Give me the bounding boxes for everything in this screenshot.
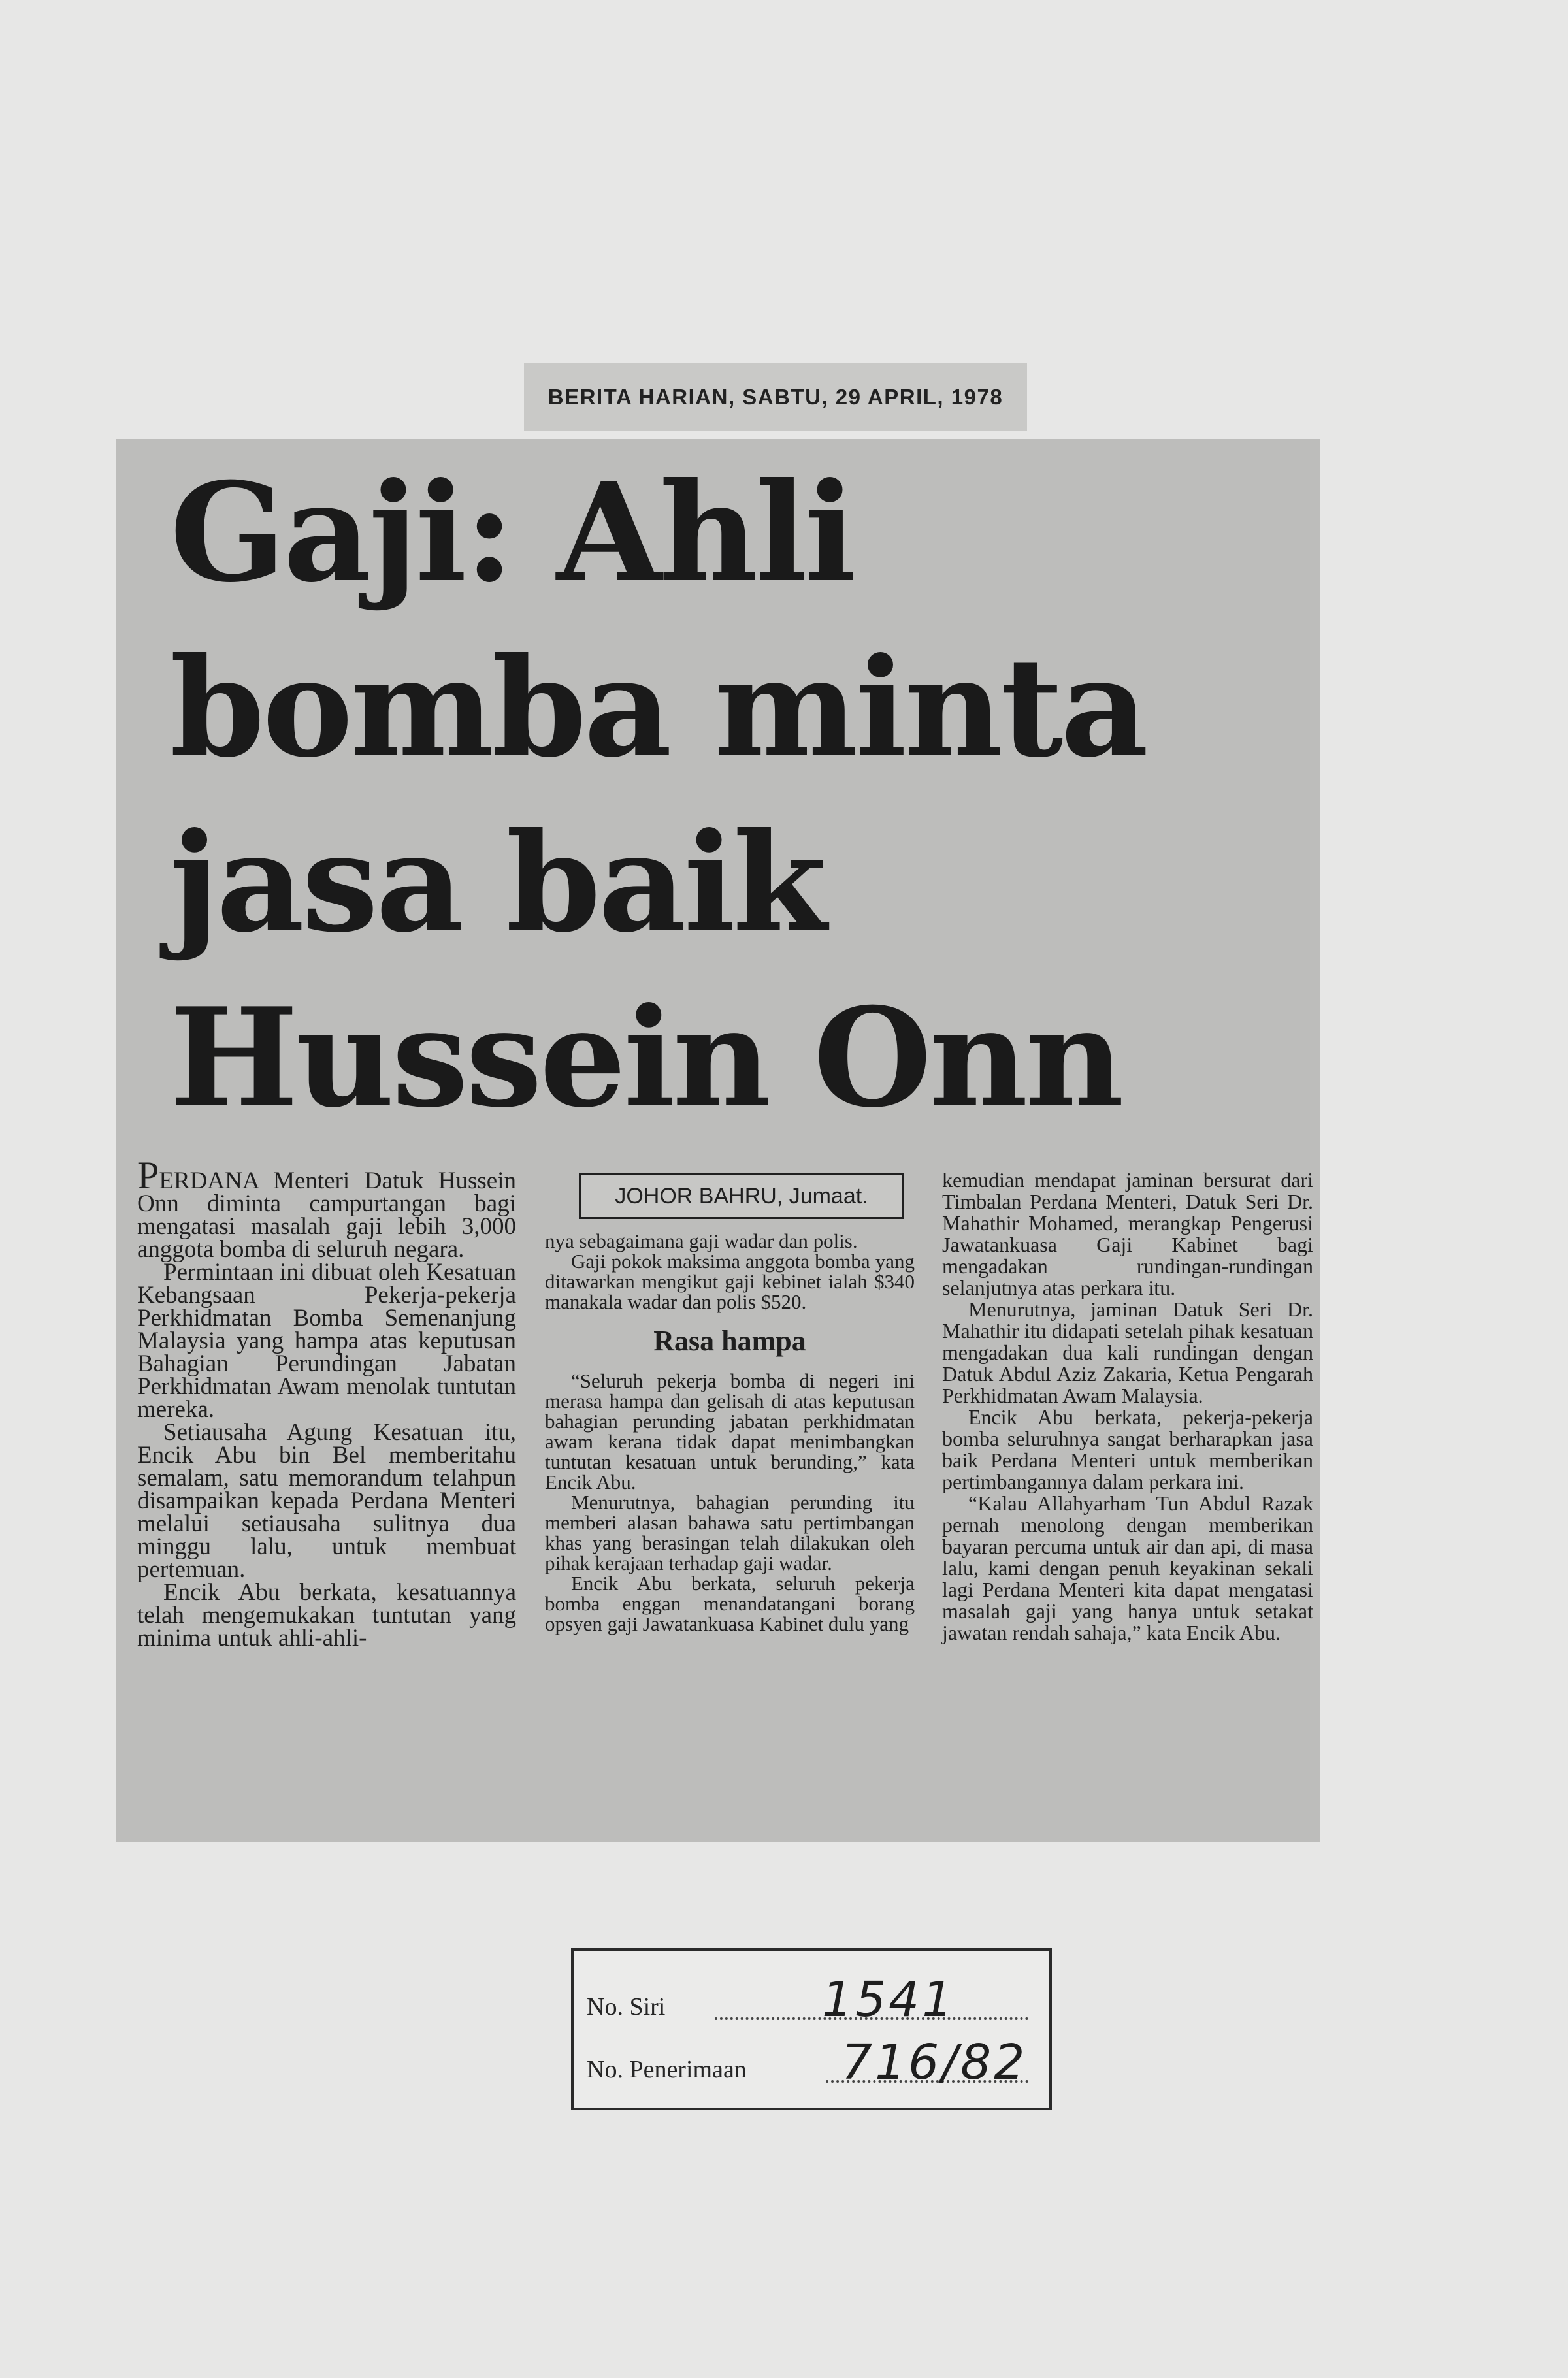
article-column-1 [137,1154,516,1652]
paragraph: kemudian mendapat jaminan bersurat dari Timbalan Perdana Menteri, Datuk Seri Dr. Mahathir Mohamed, merangkap Pengerusi Jawatankuasa Gaji Kabinet bagi mengadakan rundingan-rundingan selanjutnya atas perkara itu. [942,1168,1313,1299]
subheading: Rasa hampa [653,1325,806,1357]
paragraph: “Kalau Allahyarham Tun Abdul Razak pernah menolong dengan memberikan bayaran percuma untuk air dan api, di masa lalu, kami dengan penuh keyakinan sekali lagi Perdana Menteri kita dapat mengatasi masalah gaji yang hanya untuk setakat jawatan rendah sahaja,” kata Encik Abu. [942,1491,1313,1644]
paragraph: Menurutnya, jaminan Datuk Seri Dr. Mahathir itu didapati setelah pihak kesatuan mengadakan dua kali rundingan dengan Datuk Abdul Aziz Zakaria, Ketua Pengarah Perkhidmatan Awam Malaysia. [942,1297,1313,1407]
lead-paragraph [137,1154,516,1263]
paragraph: Menurutnya, bahagian perunding itu memberi alasan bahawa satu pertimbangan khas yang berasingan telah dilakukan oleh pihak kerajaan terhadap gaji wadar. [545,1491,915,1574]
source-label: BERITA HARIAN, SABTU, 29 APRIL, 1978 [524,363,1027,431]
article-column-3 [942,1169,1313,1644]
penerimaan-label: No. Penerimaan [587,2056,747,2083]
paragraph: Encik Abu berkata, kesatuannya telah mengemukakan tuntutan yang minima untuk ahli-ahli- [137,1579,516,1652]
stamp-row-siri [587,1969,1037,2028]
siri-value: 1541 [822,1972,956,2028]
paragraph: Encik Abu berkata, seluruh pekerja bomba enggan menandatangani borang opsyen gaji Jawatankuasa Kabinet dulu yang [545,1572,915,1635]
lead-text: ERDANA Menteri Datuk Hussein Onn diminta campurtangan bagi mengatasi masalah gaji lebih 3,000 anggota bomba di seluruh negara. [137,1167,516,1263]
headline-line: Gaji: Ahli [170,453,854,613]
drop-cap: P [137,1154,159,1197]
paragraph: Gaji pokok maksima anggota bomba yang ditawarkan mengikut gaji kebinet ialah $340 manakala wadar dan polis $520. [545,1250,915,1313]
newspaper-clipping [116,439,1320,1842]
paragraph: Setiausaha Agung Kesatuan itu, Encik Abu bin Bel memberitahu semalam, satu memorandum telahpun disampaikan kepada Perdana Menteri melalui setiausaha sulitnya dua minggu lalu, untuk membuat pertemuan. [137,1419,516,1583]
accession-stamp [571,1948,1052,2110]
paragraph: Encik Abu berkata, pekerja-pekerja bomba seluruhnya sangat berharapkan jasa baik Perdana Menteri untuk memberikan pertimbangannya dalam perkara ini. [942,1405,1313,1493]
dateline: JOHOR BAHRU, Jumaat. [579,1173,904,1219]
paragraph: nya sebagaimana gaji wadar dan polis. [545,1230,858,1252]
paragraph: Permintaan ini dibuat oleh Kesatuan Kebangsaan Pekerja-pekerja Perkhidmatan Bomba Semenanjung Malaysia yang hampa atas keputusan Bahagian Perundingan Jabatan Perkhidmatan Awam menolak tuntutan mereka. [137,1259,516,1423]
article-column-2 [545,1231,915,1634]
headline-line: bomba minta [170,628,1147,788]
headline-line: jasa baik [170,804,825,963]
headline-line: Hussein Onn [170,979,1122,1138]
stamp-row-penerimaan [587,2032,1037,2091]
paragraph: “Seluruh pekerja bomba di negeri ini merasa hampa dan gelisah di atas keputusan bahagian perunding jabatan perkhidmatan awam kerana tidak dapat menimbangkan tuntutan kesatuan untuk berunding,” kata Encik Abu. [545,1369,915,1493]
penerimaan-value: 716/82 [841,2034,1028,2091]
headline [170,446,1294,1146]
siri-label: No. Siri [587,1993,666,2021]
